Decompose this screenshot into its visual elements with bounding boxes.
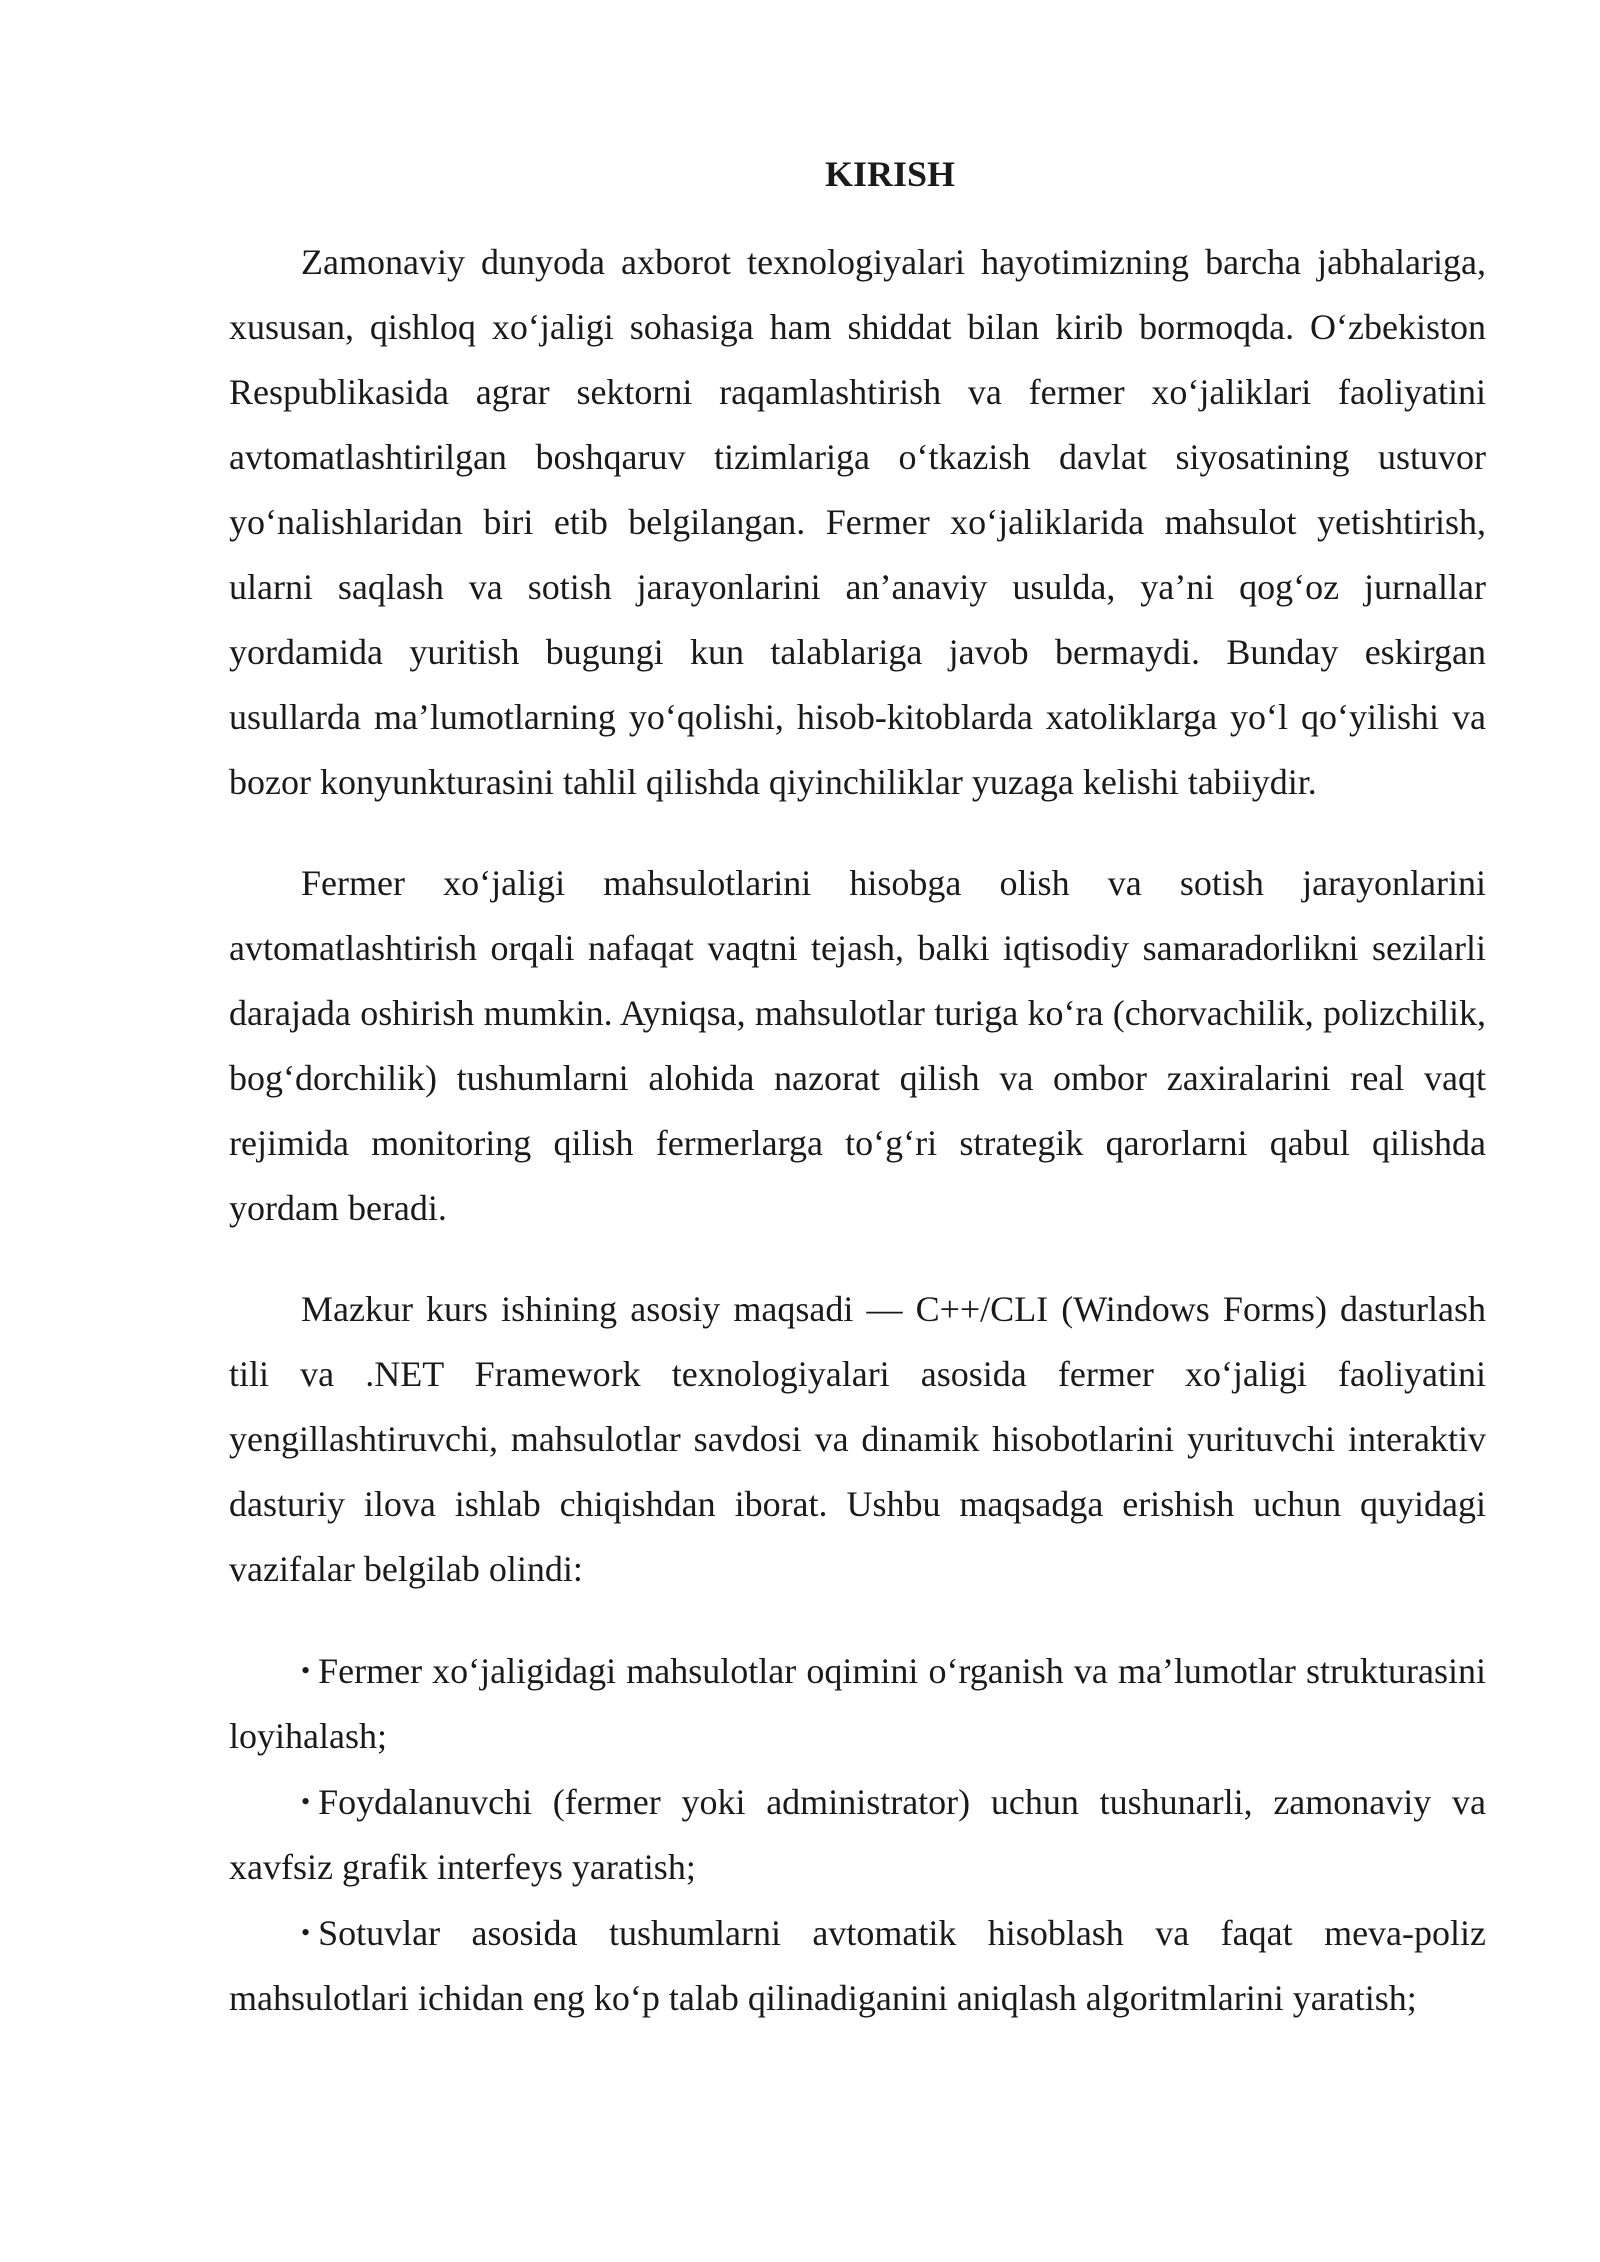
list-item <box>229 1769 1486 1900</box>
bullet-icon: • <box>301 1918 311 1947</box>
list-item <box>229 1900 1486 2031</box>
paragraph-3: Mazkur kurs ishining asosiy maqsadi — C++/CLI (Windows Forms) dasturlash tili va .NET Framework texnologiyalari asosida fermer xo‘jaligi faoliyatini yengillashtiruvchi, mahsulotlar savdosi va dinamik hisobotlarini yurituvchi interaktiv dasturiy ilova ishlab chiqishdan iborat. Ushbu maqsadga erishish uchun quyidagi vazifalar belgilab olindi: <box>229 1289 1486 1589</box>
task-list <box>229 1638 1486 2031</box>
bullet-icon: • <box>301 1787 311 1816</box>
list-item-text: Foydalanuvchi (fermer yoki administrator) uchun tushunarli, zamonaviy va xavfsiz grafik interfeys yaratish; <box>229 1782 1486 1887</box>
paragraph-1: Zamonaviy dunyoda axborot texnologiyalari hayotimizning barcha jabhalariga, xususan, qishloq xo‘jaligi sohasiga ham shiddat bilan kirib bormoqda. O‘zbekiston Respublikasida agrar sektorni raqamlashtirish va fermer xo‘jaliklari faoliyatini avtomatlashtirilgan boshqaruv tizimlariga o‘tkazish davlat siyosatining ustuvor yo‘nalishlaridan biri etib belgilangan. Fermer xo‘jaliklarida mahsulot yetishtirish, ularni saqlash va sotish jarayonlarini an’anaviy usulda, ya’ni qog‘oz jurnallar yordamida yuritish bugungi kun talablariga javob bermaydi. Bunday eskirgan usullarda ma’lumotlarning yo‘qolishi, hisob-kitoblarda xatoliklarga yo‘l qo‘yilishi va bozor konyunkturasini tahlil qilishda qiyinchiliklar yuzaga kelishi tabiiydir. <box>229 242 1486 802</box>
bullet-icon: • <box>301 1656 311 1685</box>
list-item <box>229 1638 1486 1769</box>
document-body <box>229 230 1486 2031</box>
list-item-text: Fermer xo‘jaligidagi mahsulotlar oqimini o‘rganish va ma’lumotlar strukturasini loyihalash; <box>229 1651 1486 1756</box>
paragraph-2: Fermer xo‘jaligi mahsulotlarini hisobga olish va sotish jarayonlarini avtomatlashtirish orqali nafaqat vaqtni tejash, balki iqtisodiy samaradorlikni sezilarli darajada oshirish mumkin. Ayniqsa, mahsulotlar turiga ko‘ra (chorvachilik, polizchilik, bog‘dorchilik) tushumlarni alohida nazorat qilish va ombor zaxiralarini real vaqt rejimida monitoring qilish fermerlarga to‘g‘ri strategik qarorlarni qabul qilishda yordam beradi. <box>229 863 1486 1228</box>
list-item-text: Sotuvlar asosida tushumlarni avtomatik hisoblash va faqat meva-poliz mahsulotlari ichidan eng ko‘p talab qilinadiganini aniqlash algoritmlarini yaratish; <box>229 1913 1486 2018</box>
page-title: KIRISH <box>824 154 956 194</box>
